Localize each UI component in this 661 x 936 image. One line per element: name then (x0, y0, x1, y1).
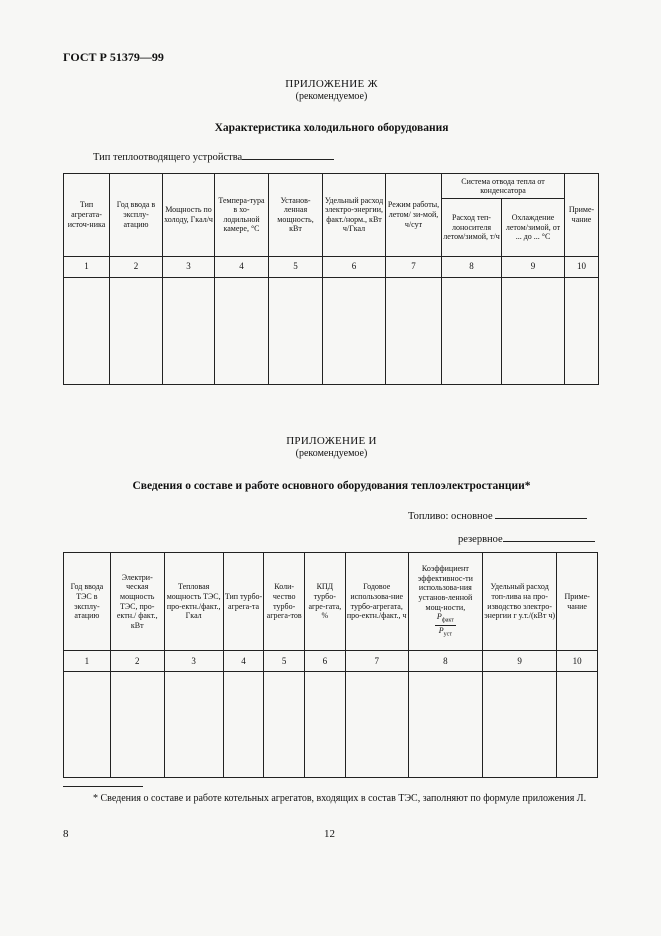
column-number: 9 (483, 651, 557, 672)
fuel-reserve-field (458, 530, 595, 545)
column-number: 3 (163, 256, 215, 277)
column-number: 2 (110, 651, 164, 672)
standard-code: ГОСТ Р 51379—99 (63, 50, 164, 64)
footnote: * Сведения о составе и работе котельных агрегатов, входящих в состав ТЭС, заполняют по формуле приложения Л. (93, 793, 587, 804)
header-operating-mode: Режим работы, летом/ зи-мой, ч/сут (386, 174, 442, 257)
header-specific-fuel: Удельный расход топ-лива на про-изводство электро-энергии г у.т./(кВт ч) (483, 553, 557, 651)
fuel-reserve-blank[interactable] (503, 530, 595, 542)
header-chamber-temperature: Темпера-тура в хо-лодильной камере, °С (215, 174, 269, 257)
appendix-zh-section-title: Характеристика холодильного оборудования (214, 122, 449, 134)
column-number: 3 (164, 651, 223, 672)
empty-cell[interactable] (557, 672, 598, 778)
header-cooling-capacity: Мощность по холоду, Гкал/ч (163, 174, 215, 257)
empty-cell[interactable] (345, 672, 408, 778)
fuel-main-label: Топливо: основное (408, 511, 493, 522)
empty-cell[interactable] (269, 277, 323, 384)
cooling-device-type-label: Тип теплоотводящего устройства (93, 152, 243, 163)
header-heat-removal-group: Система отвода тепла от конденсатора (442, 174, 565, 199)
empty-cell[interactable] (223, 672, 264, 778)
empty-cell[interactable] (64, 672, 111, 778)
empty-cell[interactable] (483, 672, 557, 778)
capacity-factor-text: Коэффициент эффективнос-ти использова-ния установ-ленной мощ-ности, (417, 564, 473, 612)
cooling-device-type-blank[interactable] (242, 148, 334, 160)
empty-cell[interactable] (323, 277, 386, 384)
column-number: 6 (323, 256, 386, 277)
column-number: 9 (502, 256, 565, 277)
column-number: 8 (408, 651, 482, 672)
header-commission-year: Год ввода ТЭС в эксплу-атацию (64, 553, 111, 651)
refrigeration-table (63, 173, 599, 385)
empty-cell[interactable] (163, 277, 215, 384)
empty-cell[interactable] (110, 277, 163, 384)
header-annual-usage: Годовое использова-ние турбо-агрегата, про-ектн./факт., ч (345, 553, 408, 651)
empty-cell[interactable] (408, 672, 482, 778)
column-number: 5 (264, 651, 305, 672)
column-number: 7 (345, 651, 408, 672)
capacity-factor-formula: $\frac{P_{факт}}{P_{уст}}$ (436, 612, 454, 638)
column-number: 5 (269, 256, 323, 277)
empty-cell[interactable] (264, 672, 305, 778)
header-unit-type: Тип агрегата-источ-ника (64, 174, 110, 257)
header-cooling-range: Охлаждение летом/зимой, от ... до ... °С (502, 199, 565, 257)
page-number-left: 8 (63, 828, 69, 840)
column-number: 1 (64, 256, 110, 277)
empty-cell[interactable] (442, 277, 502, 384)
column-number: 10 (565, 256, 599, 277)
column-number: 6 (305, 651, 346, 672)
empty-cell[interactable] (305, 672, 346, 778)
header-turbine-type: Тип турбо-агрега-та (223, 553, 264, 651)
header-note: Приме-чание (565, 174, 599, 257)
appendix-i-subtitle: (рекомендуемое) (295, 448, 368, 459)
table-row (64, 672, 598, 778)
column-number: 4 (215, 256, 269, 277)
header-coolant-flow: Расход теп-лоносителя летом/зимой, т/ч (442, 199, 502, 257)
empty-cell[interactable] (565, 277, 599, 384)
empty-cell[interactable] (110, 672, 164, 778)
plant-equipment-table (63, 552, 598, 778)
empty-cell[interactable] (164, 672, 223, 778)
empty-cell[interactable] (64, 277, 110, 384)
column-number: 2 (110, 256, 163, 277)
appendix-zh-title: ПРИЛОЖЕНИЕ Ж (285, 78, 378, 90)
header-specific-energy: Удельный расход электро-энергии, факт./норм., кВт ч/Гкал (323, 174, 386, 257)
column-number: 8 (442, 256, 502, 277)
column-number: 7 (386, 256, 442, 277)
header-installed-power: Установ-ленная мощность, кВт (269, 174, 323, 257)
column-number: 10 (557, 651, 598, 672)
header-electric-power: Электри-ческая мощность ТЭС, про-ектн./ факт., кВт (110, 553, 164, 651)
empty-cell[interactable] (215, 277, 269, 384)
empty-cell[interactable] (502, 277, 565, 384)
empty-cell[interactable] (386, 277, 442, 384)
header-note: Приме-чание (557, 553, 598, 651)
appendix-zh-subtitle: (рекомендуемое) (295, 91, 368, 102)
header-commission-year: Год ввода в эксплу-атацию (110, 174, 163, 257)
fuel-main-blank[interactable] (495, 507, 587, 519)
header-turbine-count: Коли-чество турбо-агрега-тов (264, 553, 305, 651)
appendix-i-section-title: Сведения о составе и работе основного оборудования теплоэлектростанции* (132, 480, 531, 492)
page-number-center: 12 (324, 828, 335, 840)
fuel-main-field (408, 507, 587, 522)
footnote-divider (63, 786, 143, 787)
column-number: 1 (64, 651, 111, 672)
table-row (64, 277, 599, 384)
header-capacity-factor (408, 553, 482, 651)
appendix-i-title: ПРИЛОЖЕНИЕ И (286, 435, 377, 447)
fuel-reserve-label: резервное (458, 534, 503, 545)
column-number: 4 (223, 651, 264, 672)
header-efficiency: КПД турбо-агре-гата, % (305, 553, 346, 651)
header-thermal-power: Тепловая мощность ТЭС, про-ектн./факт., Гкал (164, 553, 223, 651)
cooling-device-type-field (93, 148, 334, 163)
